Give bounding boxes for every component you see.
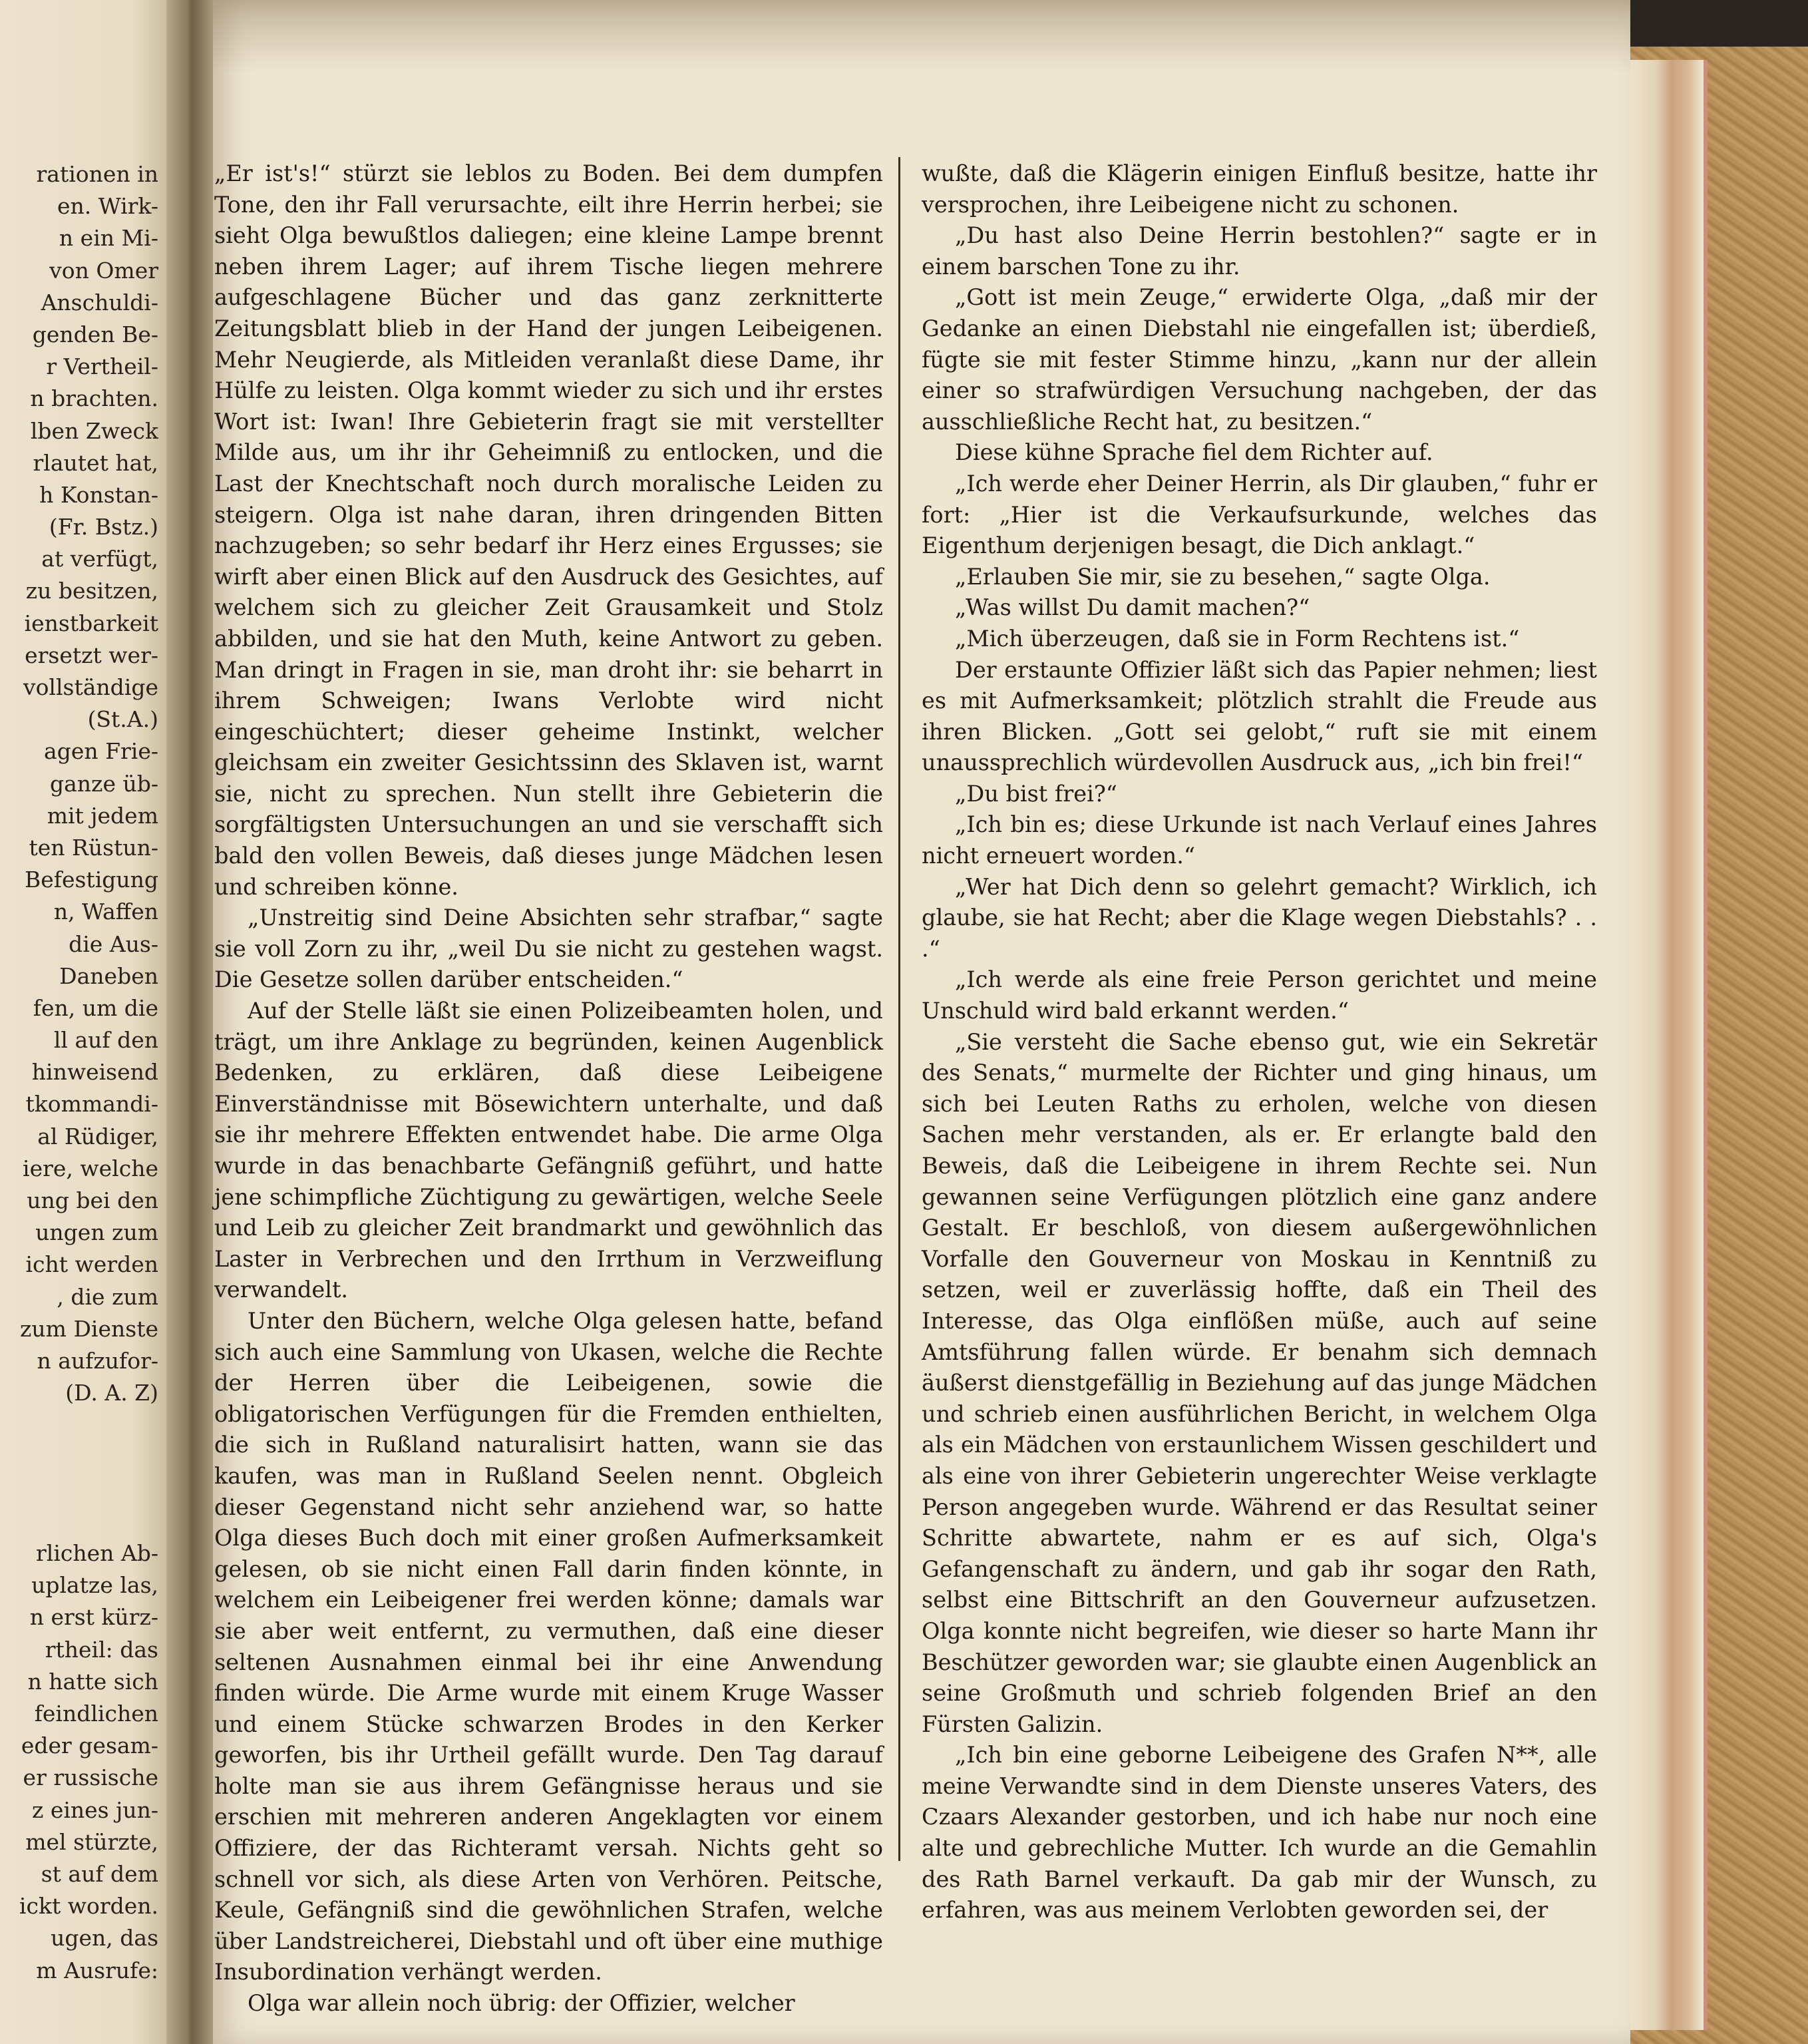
paragraph: „Erlauben Sie mir, sie zu besehen,“ sagte Olga. xyxy=(955,563,1491,590)
left-page-line: die Aus- xyxy=(69,930,158,957)
paragraph: „Er ist's!“ stürzt sie leblos zu Boden. Bei dem dumpfen Tone, den ihr Fall verursachte, eilt ihre Herrin herbei; sie sieht Olga bewußtlos daliegen; eine kleine Lampe brennt neben ihrem Lager; auf ihrem Tische liegen mehrere aufgeschlagene Bücher und das ganz zerknitterte Zeitungsblatt blieb in der Hand der jungen Leibeigenen. Mehr Neugierde, als Mitleiden veranlaßt diese Dame, ihr Hülfe zu leisten. Olga kommt wieder zu sich und ihr erstes Wort ist: Iwan! Ihre Gebieterin fragt sie mit verstellter Milde aus, um ihr ihr Geheimniß zu entlocken, und die Last der Knechtschaft noch durch moralische Leiden zu steigern. Olga ist nahe daran, ihren dringenden Bitten nachzugeben; so sehr bedarf ihr Herz eines Ergusses; sie wirft aber einen Blick auf den Ausdruck des Gesichtes, auf welchem sich zu gleicher Zeit Grausamkeit und Stolz abbilden, und sie hat den Muth, keine Antwort zu geben. Man dringt in Fragen in sie, man droht ihr: sie beharrt in ihrem Schweigen; Iwans Verlobte wird nicht eingeschüchtert; dieser geheime Instinkt, welcher gleichsam ein zweiter Gesichtssinn des Sklaven ist, warnt sie, nicht zu sprechen. Nun stellt ihre Gebieterin die sorgfältigsten Untersuchungen an und sie verschafft sich bald den vollen Beweis, daß dieses junge Mädchen lesen und schreiben könne. xyxy=(214,160,883,900)
left-page-line: Befestigung xyxy=(24,867,158,893)
left-page-line: ienstbarkeit xyxy=(24,610,158,636)
left-page-line: vollständige xyxy=(23,674,158,700)
left-page-line: ganze üb- xyxy=(50,770,158,797)
left-page-text xyxy=(0,158,158,1987)
page-top-shadow xyxy=(213,0,1630,73)
text-column-left xyxy=(214,158,883,2019)
paragraph: wußte, daß die Klägerin einigen Einfluß besitze, hatte ihr versprochen, ihre Leibeigene nicht zu schonen. xyxy=(922,160,1597,218)
left-page-line: ersetzt wer- xyxy=(25,642,158,668)
paragraph: Olga war allein noch übrig: der Offizier, welcher xyxy=(248,1990,795,2017)
left-page-line: en. Wirk- xyxy=(57,193,158,220)
left-page-line: hinweisend xyxy=(31,1059,158,1086)
column-divider xyxy=(898,157,900,1861)
left-page-line: er russische xyxy=(23,1764,158,1791)
left-page-line: n brachten. xyxy=(30,385,158,412)
paragraph: „Mich überzeugen, daß sie in Form Rechtens ist.“ xyxy=(955,625,1520,652)
left-page-line xyxy=(0,1474,158,1506)
left-page-line: ung bei den xyxy=(27,1187,158,1213)
left-page-line: eder gesam- xyxy=(21,1733,158,1759)
left-page-line: lben Zweck xyxy=(30,417,158,444)
paragraph: „Ich bin es; diese Urkunde ist nach Verlauf eines Jahres nicht erneuert worden.“ xyxy=(922,811,1597,869)
left-page-line: uplatze las, xyxy=(31,1572,158,1599)
left-page-line: zu besitzen, xyxy=(25,578,158,604)
left-page-line: icht werden xyxy=(25,1251,158,1278)
left-page-line: h Konstan- xyxy=(39,481,158,508)
left-page-line: ten Rüstun- xyxy=(29,834,158,861)
left-page-line: ungen zum xyxy=(35,1219,158,1246)
paragraph: „Ich bin eine geborne Leibeigene des Grafen N**, alle meine Verwandte sind in dem Dienste unseres Vaters, des Czaars Alexander gestorben, und ich habe nur noch eine alte und gebrechliche Mutter. Ich wurde an die Gemahlin des Rath Barnel verkauft. Da gab mir der Wunsch, zu erfahren, was aus meinem Verlobten geworden sei, der xyxy=(922,1742,1597,1924)
left-page-line xyxy=(0,1409,158,1441)
paragraph: „Ich werde eher Deiner Herrin, als Dir glauben,“ fuhr er fort: „Hier ist die Verkaufsurkunde, welches das Eigenthum derjenigen besagt, die Dich anklagt.“ xyxy=(922,470,1597,559)
book-gutter xyxy=(166,0,213,2044)
left-page-line: st auf dem xyxy=(41,1860,158,1887)
left-page-line xyxy=(0,1506,158,1537)
left-page-line: z eines jun- xyxy=(31,1796,158,1823)
paragraph: „Ich werde als eine freie Person gerichtet und meine Unschuld wird bald erkannt werden.“ xyxy=(922,966,1597,1024)
left-page-line: agen Frie- xyxy=(44,738,158,765)
paragraph: „Sie versteht die Sache ebenso gut, wie ein Sekretär des Senats,“ murmelte der Richter und ging hinaus, um sich bei Leuten Raths zu erholen, welche von diesen Sachen mehr verstanden, als er. Er erlangte bald den Beweis, daß die Leibeigene in ihrem Rechte sei. Nun gewannen seine Verfügungen plötzlich eine ganz andere Gestalt. Er beschloß, von diesem außergewöhnlichen Vorfalle den Gouverneur von Moskau in Kenntniß zu setzen, weil er zuverlässig hoffte, daß ein Theil des Interesse, das Olga einflößen müße, auch auf seine Amtsführung fallen würde. Er benahm sich demnach äußerst dienstgefällig in Beziehung auf das junge Mädchen und schrieb einen ausführlichen Bericht, in welchem Olga als ein Mädchen von erstaunlichem Wissen geschildert und als eine von ihrer Gebieterin ungerechter Weise verklagte Person angegeben wurde. Während er das Resultat seiner Schritte abwartete, nahm er es auf sich, Olga's Gefangenschaft zu ändern, und gab ihr sogar den Rath, selbst eine Bittschrift an den Gouverneur aufzusetzen. Olga konnte nicht begreifen, wie dieser so harte Mann ihr Beschützer geworden war; sie glaubte einen Augenblick an seine Großmuth und schrieb folgenden Brief an den Fürsten Galizin. xyxy=(922,1028,1597,1737)
left-page-line: n ein Mi- xyxy=(59,225,158,252)
left-page-line: genden Be- xyxy=(32,321,158,347)
paragraph: Diese kühne Sprache fiel dem Richter auf. xyxy=(955,439,1433,466)
text-column-right xyxy=(922,158,1597,1926)
left-page-line: rtheil: das xyxy=(45,1636,158,1663)
left-page-line: (D. A. Z) xyxy=(65,1380,158,1406)
left-page-line: m Ausrufe: xyxy=(36,1957,158,1983)
left-page-line: von Omer xyxy=(49,257,158,284)
left-page-line: ickt worden. xyxy=(19,1893,158,1920)
paragraph: Der erstaunte Offizier läßt sich das Papier nehmen; liest es mit Aufmerksamkeit; plötzlich strahlt die Freude aus ihren Blicken. „Gott sei gelobt,“ ruft sie mit einem unaussprechlich würdevollen Ausdruck aus, „ich bin frei!“ xyxy=(922,656,1597,776)
paragraph: „Unstreitig sind Deine Absichten sehr strafbar,“ sagte sie voll Zorn zu ihr, „weil Du sie nicht zu gestehen wagst. Die Gesetze sollen darüber entscheiden.“ xyxy=(214,905,883,993)
left-page-line: at verfügt, xyxy=(41,546,158,572)
left-page-line: (Fr. Bstz.) xyxy=(49,514,158,540)
left-page-line xyxy=(0,1442,158,1474)
paragraph: „Was willst Du damit machen?“ xyxy=(955,594,1310,621)
left-page-line: feindlichen xyxy=(34,1701,158,1727)
left-page-line: (St.A.) xyxy=(87,706,158,733)
left-page-line: mel stürzte, xyxy=(25,1828,158,1855)
left-page-line: rationen in xyxy=(36,161,158,187)
paragraph: Auf der Stelle läßt sie einen Polizeibeamten holen, und trägt, um ihre Anklage zu begründen, keinen Augenblick Bedenken, zu erklären, daß diese Leibeigene Einverständnisse mit Bösewichtern unterhalte, und daß sie ihr mehrere Effekten entwendet habe. Die arme Olga wurde in das benachbarte Gefängniß geführt, und hatte jene schimpfliche Züchtigung zu gewärtigen, welche Seele und Leib zu gleicher Zeit brandmarkt und gewöhnlich das Laster in Verbrechen und den Irrthum in Verzweiflung verwandelt. xyxy=(214,998,883,1303)
paragraph: „Du hast also Deine Herrin bestohlen?“ sagte er in einem barschen Tone zu ihr. xyxy=(922,222,1597,280)
left-page-line: n hatte sich xyxy=(27,1668,158,1695)
page-edges xyxy=(1624,60,1708,2030)
paragraph: „Du bist frei?“ xyxy=(955,780,1117,807)
left-page-line: iere, welche xyxy=(23,1155,158,1181)
left-page-line: al Rüdiger, xyxy=(37,1123,158,1149)
left-page-line: Daneben xyxy=(59,962,158,989)
left-page-line: mit jedem xyxy=(47,802,158,829)
left-page-line: n aufzufor- xyxy=(37,1347,158,1374)
left-page-line: zum Dienste xyxy=(20,1315,158,1342)
left-page-line: tkommandi- xyxy=(25,1091,158,1118)
left-page-line: rlichen Ab- xyxy=(36,1540,158,1567)
left-page-line: ugen, das xyxy=(51,1925,158,1951)
left-page-line: ll auf den xyxy=(53,1027,158,1054)
left-page-line: , die zum xyxy=(57,1283,158,1310)
left-page xyxy=(0,0,166,2044)
left-page-line: n erst kürz- xyxy=(29,1604,158,1631)
paragraph: „Wer hat Dich denn so gelehrt gemacht? Wirklich, ich glaube, sie hat Recht; aber die Klage wegen Diebstahls? . . .“ xyxy=(922,873,1597,962)
paragraph: Unter den Büchern, welche Olga gelesen hatte, befand sich auch eine Sammlung von Ukasen, welche die Rechte der Herren über die Leibeigenen, sowie die obligatorischen Verfügungen für die Fremden enthielten, die sich in Rußland naturalisirt hatten, wann sie das kaufen, was man in Rußland Seelen nennt. Obgleich dieser Gegenstand nicht sehr anziehend war, so hatte Olga dieses Buch doch mit einer großen Aufmerksamkeit gelesen, ob sie nicht einen Fall darin finden könnte, in welchem ein Leibeigener frei werden könne; damals war sie aber weit entfernt, zu vermuthen, daß eine dieser seltenen Ausnahmen einmal bei ihr eine Anwendung finden würde. Die Arme wurde mit einem Kruge Wasser und einem Stücke schwarzen Brodes in den Kerker geworfen, bis ihr Urtheil gefällt wurde. Den Tag darauf holte man sie aus ihrem Gefängnisse heraus und sie erschien mit mehreren anderen Angeklagten vor einem Offiziere, der das Richteramt versah. Nichts geht so schnell vor sich, als diese Arten von Verhören. Peitsche, Keule, Gefängniß sind die gewöhnlichen Strafen, welche über Landstreicherei, Diebstahl und oft über eine muthige Insubordination verhängt werden. xyxy=(214,1307,883,1985)
left-page-line: fen, um die xyxy=(33,994,158,1021)
left-page-line: r Vertheil- xyxy=(46,353,158,380)
paragraph: „Gott ist mein Zeuge,“ erwiderte Olga, „daß mir der Gedanke an einen Diebstahl nie eingefallen ist; überdieß, fügte sie mit fester Stimme hinzu, „kann nur der allein einer so strafwürdigen Versuchung nachgeben, der das ausschließliche Recht hat, zu besitzen.“ xyxy=(922,284,1597,435)
left-page-line: n, Waffen xyxy=(53,899,158,925)
left-page-line: Anschuldi- xyxy=(41,289,158,315)
left-page-line: rlautet hat, xyxy=(33,449,158,476)
